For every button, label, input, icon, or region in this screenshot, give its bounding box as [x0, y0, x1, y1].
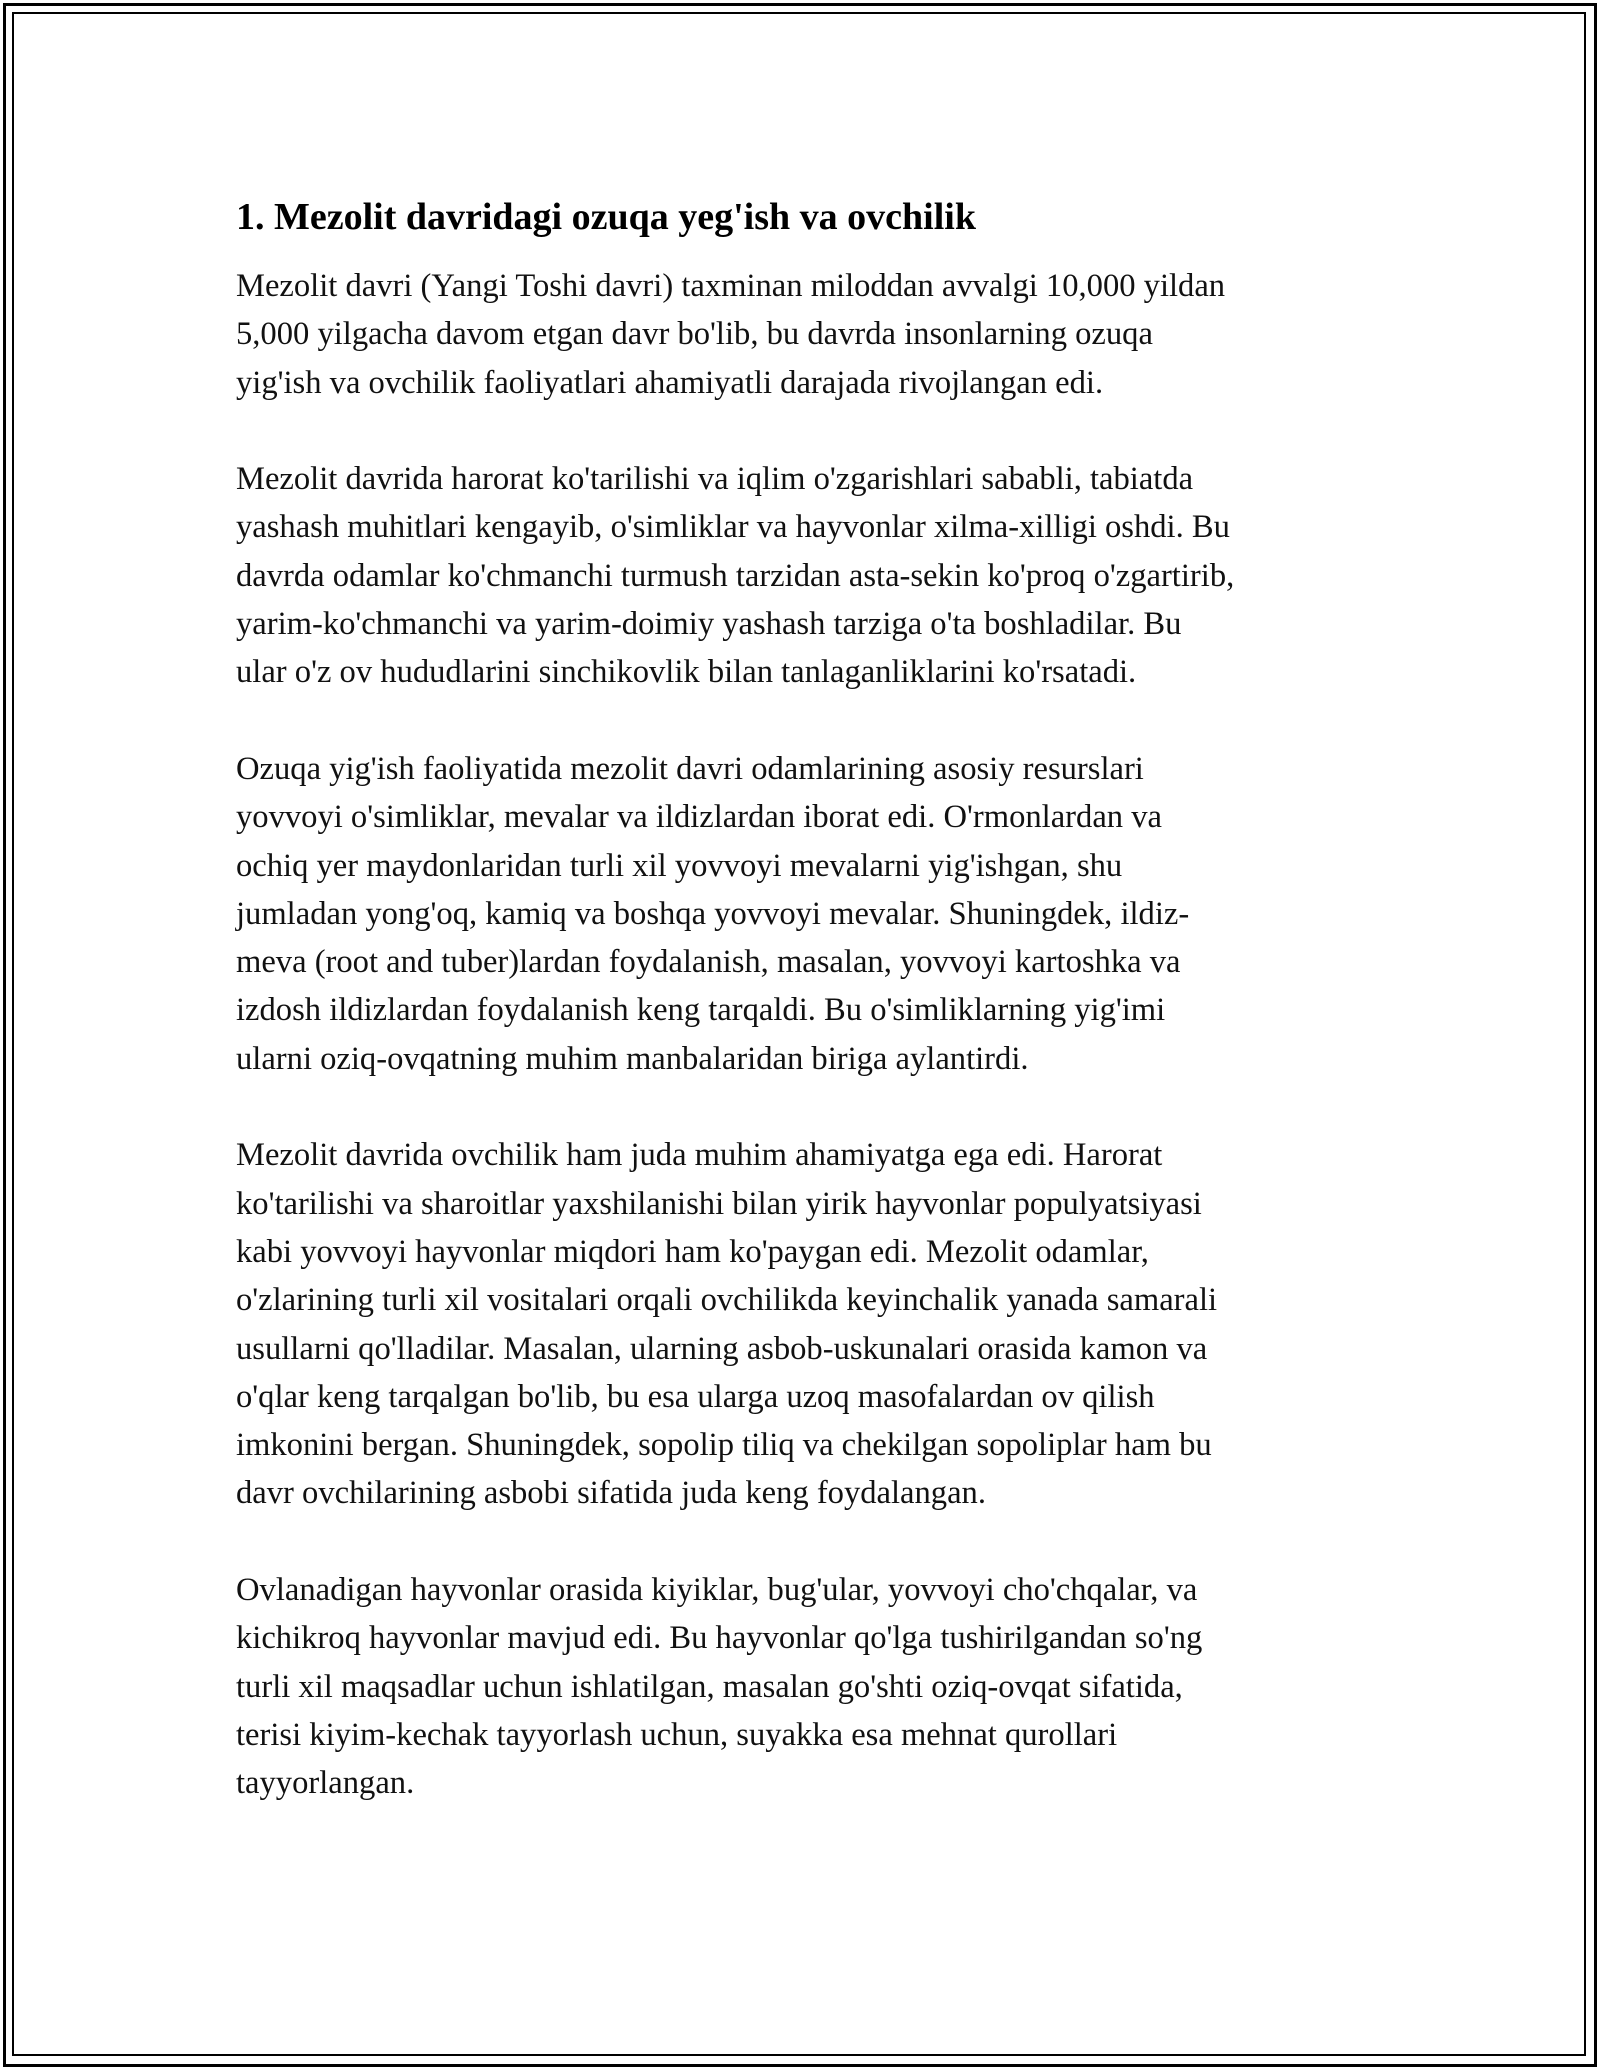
- paragraph-line: meva (root and tuber)lardan foydalanish, masalan, yovvoyi kartoshka va: [236, 944, 1181, 981]
- paragraph-line: o'zlarining turli xil vositalari orqali ovchilikda keyinchalik yanada samarali: [236, 1282, 1218, 1319]
- paragraph-line: o'qlar keng tarqalgan bo'lib, bu esa ularga uzoq masofalardan ov qilish: [236, 1378, 1155, 1415]
- paragraph-line: jumladan yong'oq, kamiq va boshqa yovvoyi mevalar. Shuningdek, ildiz-: [236, 895, 1190, 932]
- paragraph-5: [236, 1566, 1371, 1807]
- paragraph-line: yig'ish va ovchilik faoliyatlari ahamiyatli darajada rivojlangan edi.: [236, 364, 1104, 401]
- section-heading: 1. Mezolit davridagi ozuqa yeg'ish va ovchilik: [236, 196, 976, 238]
- paragraph-line: tayyorlangan.: [236, 1765, 415, 1802]
- paragraph-line: ochiq yer maydonlaridan turli xil yovvoyi mevalarni yig'ishgan, shu: [236, 847, 1123, 884]
- paragraph-4: [236, 1131, 1371, 1517]
- paragraph-line: kichikroq hayvonlar mavjud edi. Bu hayvonlar qo'lga tushirilgandan so'ng: [236, 1620, 1203, 1657]
- paragraph-line: Ovlanadigan hayvonlar orasida kiyiklar, bug'ular, yovvoyi cho'chqalar, va: [236, 1572, 1198, 1609]
- paragraph-line: kabi yovvoyi hayvonlar miqdori ham ko'paygan edi. Mezolit odamlar,: [236, 1233, 1149, 1270]
- paragraph-line: terisi kiyim-kechak tayyorlash uchun, suyakka esa mehnat qurollari: [236, 1716, 1118, 1753]
- paragraph-line: 5,000 yilgacha davom etgan davr bo'lib, bu davrda insonlarning ozuqa: [236, 316, 1153, 353]
- paragraph-line: yarim-ko'chmanchi va yarim-doimiy yashash tarziga o'ta boshladilar. Bu: [236, 606, 1182, 643]
- paragraph-line: ularni oziq-ovqatning muhim manbalaridan biriga aylantirdi.: [236, 1040, 1029, 1077]
- paragraph-line: Ozuqa yig'ish faoliyatida mezolit davri odamlarining asosiy resurslari: [236, 750, 1144, 787]
- paragraph-3: [236, 745, 1371, 1083]
- paragraph-line: usullarni qo'lladilar. Masalan, ularning asbob-uskunalari orasida kamon va: [236, 1330, 1208, 1367]
- paragraph-line: izdosh ildizlardan foydalanish keng tarqaldi. Bu o'simliklarning yig'imi: [236, 992, 1166, 1029]
- paragraph-line: Mezolit davrida harorat ko'tarilishi va iqlim o'zgarishlari sababli, tabiatda: [236, 461, 1194, 498]
- paragraph-line: turli xil maqsadlar uchun ishlatilgan, masalan go'shti oziq-ovqat sifatida,: [236, 1668, 1183, 1705]
- paragraph-line: Mezolit davrida ovchilik ham juda muhim ahamiyatga ega edi. Harorat: [236, 1137, 1163, 1174]
- paragraph-line: davrda odamlar ko'chmanchi turmush tarzidan asta-sekin ko'proq o'zgartirib,: [236, 557, 1235, 594]
- paragraph-1: [236, 262, 1371, 407]
- document-body: [236, 180, 1371, 1808]
- paragraph-line: ular o'z ov hududlarini sinchikovlik bilan tanlaganliklarini ko'rsatadi.: [236, 654, 1137, 691]
- paragraph-line: Mezolit davri (Yangi Toshi davri) taxminan miloddan avvalgi 10,000 yildan: [236, 268, 1226, 304]
- paragraph-line: davr ovchilarining asbobi sifatida juda keng foydalangan.: [236, 1475, 986, 1512]
- paragraph-line: imkonini bergan. Shuningdek, sopolip tiliq va chekilgan sopoliplar ham bu: [236, 1427, 1212, 1464]
- paragraph-line: yashash muhitlari kengayib, o'simliklar va hayvonlar xilma-xilligi oshdi. Bu: [236, 509, 1230, 546]
- paragraph-2: [236, 455, 1371, 696]
- paragraph-line: yovvoyi o'simliklar, mevalar va ildizlardan iborat edi. O'rmonlardan va: [236, 799, 1162, 836]
- paragraph-line: ko'tarilishi va sharoitlar yaxshilanishi bilan yirik hayvonlar populyatsiyasi: [236, 1185, 1202, 1222]
